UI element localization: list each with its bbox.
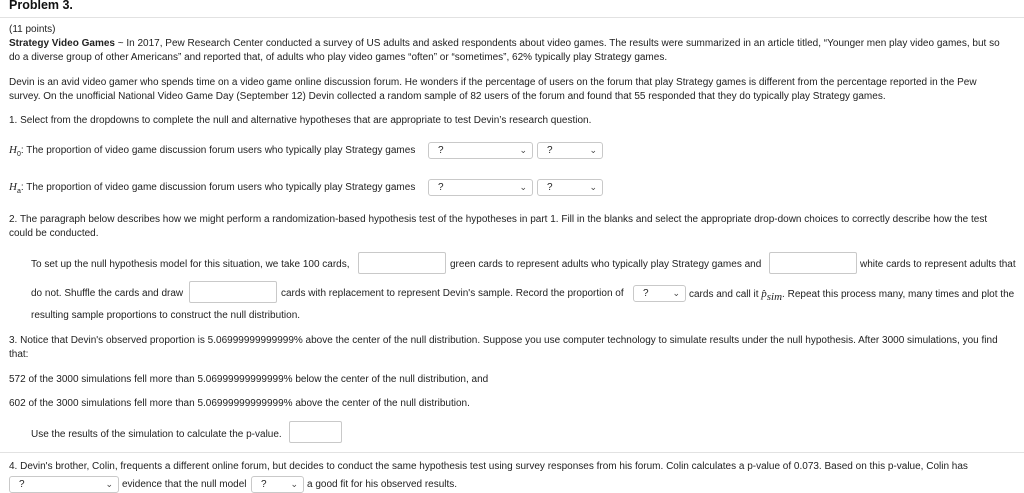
ha-parameter-value: ? [438,182,444,193]
h0-value-value: ? [547,145,553,156]
p-hat-symbol: p̂ [761,288,767,300]
q2-prompt-line-2: could be conducted. [9,228,99,239]
q2-text-6: cards and call it [689,289,759,300]
p-hat-subscript: sim [766,291,783,303]
ha-parameter-select[interactable] [428,179,533,196]
q4-tail-text: a good fit for his observed results. [307,479,458,490]
q2-text-3: white cards to represent adults that [860,259,1016,270]
q2-text-8: resulting sample proportions to construct the null distribution. [31,310,301,321]
points-label: (11 points) [9,24,56,35]
scenario-line-2: survey. On the unofficial National Video Game Day (September 12) Devin collected a random sample of 82 users of the forum and found that 55 responded that they do typically play Strategy games. [9,91,886,102]
q4-prompt: 4. Devin's brother, Colin, frequents a different online forum, but decides to conduct the same hypothesis test using survey responses from his forum. Colin calculates a p-value of 0.073. Based on this p-value, Colin has [9,461,968,472]
chevron-down-icon: ⌄ [589,145,597,155]
draw-count-input[interactable] [189,281,277,303]
ha-subscript: a [16,188,21,195]
white-cards-input[interactable] [769,252,857,274]
intro-heading: Strategy Video Games [9,38,115,49]
h0-text: : The proportion of video game discussion forum users who typically play Strategy games [20,145,416,156]
scenario-line-1: Devin is an avid video gamer who spends time on a video game online discussion forum. He wonders if the percentage of users on the forum that play Strategy games is different from the percentage reported in the Pew [9,77,977,88]
chevron-down-icon: ⌄ [519,182,527,192]
pvalue-input[interactable] [289,421,342,443]
q3-below-line: 572 of the 3000 simulations fell more than 5.06999999999999% below the center of the null distribution, and [9,374,489,385]
pvalue-label: Use the results of the simulation to calculate the p-value. [31,429,282,440]
h0-parameter-select[interactable] [428,142,533,159]
model-fit-value: ? [261,479,267,490]
ha-value-value: ? [547,182,553,193]
q2-text-2: green cards to represent adults who typically play Strategy games and [450,259,762,270]
chevron-down-icon: ⌄ [589,182,597,192]
q2-text-4: do not. Shuffle the cards and draw [31,288,184,299]
chevron-down-icon: ⌄ [672,288,680,298]
q3-above-line: 602 of the 3000 simulations fell more than 5.06999999999999% above the center of the null distribution. [9,398,470,409]
q1-prompt [9,114,591,128]
h0-row [9,143,415,162]
card-color-value: ? [643,288,649,299]
h0-symbol: H [9,144,17,156]
h0-value-select[interactable] [537,142,603,159]
q3-prompt-line-1: 3. Notice that Devin's observed proportion is 5.06999999999999% above the center of the null distribution. Suppose you use computer technology to simulate results under the null hypothesis. After 3000 simulations, you find [9,335,998,346]
ha-value-select[interactable] [537,179,603,196]
h0-parameter-value: ? [438,145,444,156]
evidence-strength-select[interactable] [9,476,119,493]
model-fit-select[interactable] [251,476,304,493]
intro-text-1: ~ In 2017, Pew Research Center conducted a survey of US adults and asked respondents about video games. The results were summarized in an article titled, “Younger men play video games, but so [114,38,1000,49]
h0-subscript: 0 [16,151,21,158]
q2-text-6-line [689,287,1014,304]
q4-divider [0,452,1024,453]
card-color-select[interactable] [633,285,686,302]
q2-prompt-line-1: 2. The paragraph below describes how we might perform a randomization-based hypothesis test of the hypotheses in part 1. Fill in the blanks and select the appropriate drop-down choices to correctly describe how the test [9,214,988,225]
ha-row [9,180,415,199]
divider [0,17,1024,18]
ha-text: : The proportion of video game discussion forum users who typically play Strategy games [20,182,416,193]
q2-text-5: cards with replacement to represent Devin's sample. Record the proportion of [281,288,624,299]
q1-prompt-text: 1. Select from the dropdowns to complete the null and alternative hypotheses that are appropriate to test Devin’s research question. [9,115,592,126]
chevron-down-icon: ⌄ [519,145,527,155]
green-cards-input[interactable] [358,252,446,274]
q2-text-1: To set up the null hypothesis model for this situation, we take 100 cards, [31,259,350,270]
chevron-down-icon: ⌄ [105,479,113,489]
ha-symbol: H [9,181,17,193]
intro-line-2: do a diverse group of other Americans” and reported that, of adults who play video games “often” or “sometimes”, 62% typically play Strategy games. [9,52,668,63]
q2-text-7: . Repeat this process many, many times and plot the [782,289,1015,300]
evidence-strength-value: ? [19,479,25,490]
q4-mid-text: evidence that the null model [122,479,247,490]
intro-line-1 [9,37,1000,51]
q3-prompt-line-2: that: [9,349,29,360]
chevron-down-icon: ⌄ [290,479,298,489]
problem-title: Problem 3. [9,0,73,12]
